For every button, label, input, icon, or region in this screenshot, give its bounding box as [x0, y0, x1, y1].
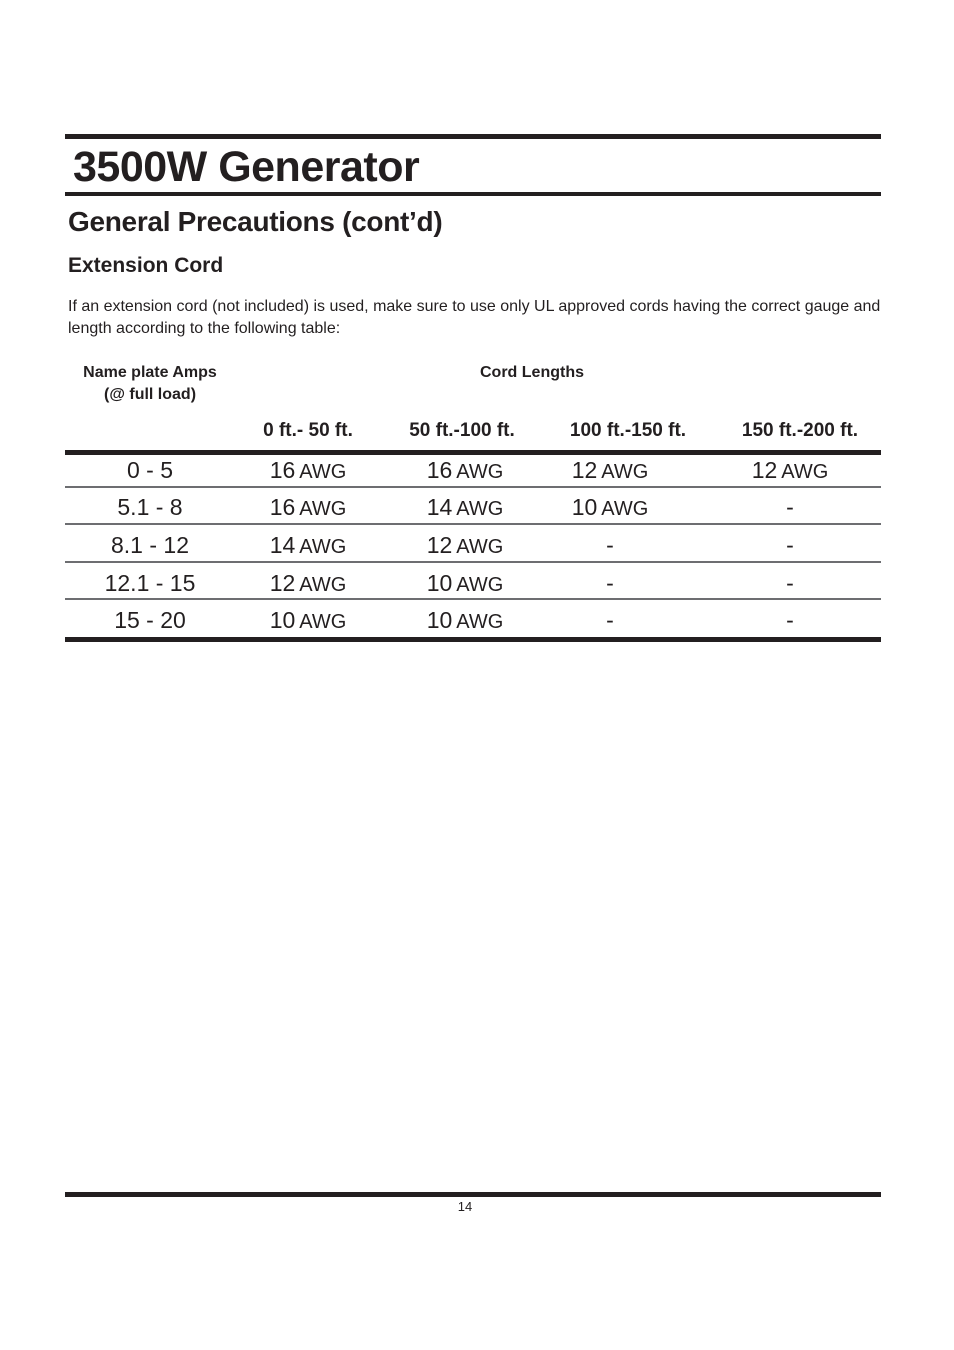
gauge-value: -	[786, 570, 794, 596]
section-title: General Precautions (cont’d)	[68, 206, 443, 237]
gauge-value: 16	[426, 457, 453, 483]
gauge-value: -	[786, 494, 794, 520]
amps-cell: 5.1 - 8	[117, 494, 183, 520]
gauge-cell	[530, 569, 690, 597]
gauge-cell	[390, 531, 540, 561]
gauge-cell	[390, 569, 540, 599]
title-rule	[65, 192, 881, 196]
gauge-unit: AWG	[456, 536, 504, 558]
gauge-cell	[700, 569, 880, 597]
gauge-cell	[238, 531, 378, 561]
column-header-150-200: 150 ft.-200 ft.	[741, 420, 859, 441]
gauge-cell	[390, 493, 540, 523]
row-divider	[65, 561, 881, 563]
gauge-unit: AWG	[299, 536, 347, 558]
gauge-unit: AWG	[601, 498, 649, 520]
gauge-value: 10	[269, 607, 296, 633]
gauge-value: 10	[426, 607, 453, 633]
gauge-cell	[530, 531, 690, 559]
column-header-100-150: 100 ft.-150 ft.	[569, 420, 687, 441]
amps-cell: 8.1 - 12	[111, 532, 189, 558]
gauge-value: 10	[571, 494, 598, 520]
gauge-cell	[700, 493, 880, 521]
table-top-rule	[65, 450, 881, 455]
gauge-value: -	[786, 532, 794, 558]
gauge-unit: AWG	[601, 461, 649, 483]
amps-cell: 15 - 20	[114, 607, 186, 633]
gauge-value: 12	[269, 570, 296, 596]
gauge-cell	[700, 531, 880, 559]
gauge-cell	[238, 606, 378, 636]
gauge-value: -	[606, 607, 614, 633]
gauge-cell	[390, 606, 540, 636]
amps-header-line2: (@ full load)	[103, 386, 197, 403]
amps-cell: 0 - 5	[126, 457, 174, 483]
document-title: 3500W Generator	[73, 143, 420, 191]
gauge-cell	[530, 493, 690, 523]
gauge-value: 16	[269, 457, 296, 483]
column-header-0-50: 0 ft.- 50 ft.	[263, 420, 353, 441]
amps-header-line1: Name plate Amps	[83, 364, 217, 381]
gauge-value: 10	[426, 570, 453, 596]
gauge-cell	[238, 456, 378, 486]
gauge-value: -	[606, 532, 614, 558]
amps-header	[65, 362, 235, 406]
gauge-unit: AWG	[299, 498, 347, 520]
gauge-unit: AWG	[299, 611, 347, 633]
gauge-value: 12	[571, 457, 598, 483]
row-divider	[65, 598, 881, 600]
gauge-value: 12	[751, 457, 778, 483]
gauge-value: -	[786, 607, 794, 633]
cord-lengths-header: Cord Lengths	[480, 364, 584, 381]
gauge-cell	[700, 606, 880, 634]
top-rule	[65, 134, 881, 139]
gauge-value: 14	[426, 494, 453, 520]
gauge-value: -	[606, 570, 614, 596]
gauge-cell	[238, 569, 378, 599]
column-header-50-100: 50 ft.-100 ft.	[409, 420, 515, 441]
gauge-unit: AWG	[456, 461, 504, 483]
gauge-cell	[390, 456, 540, 486]
gauge-unit: AWG	[456, 574, 504, 596]
page-number: 14	[457, 1199, 473, 1214]
intro-paragraph: If an extension cord (not included) is used, make sure to use only UL approved cords having the correct gauge and length according to the following table:	[68, 298, 881, 337]
gauge-unit: AWG	[299, 574, 347, 596]
gauge-unit: AWG	[456, 498, 504, 520]
gauge-cell	[530, 606, 690, 634]
gauge-cell	[700, 456, 880, 486]
subsection-title: Extension Cord	[68, 254, 224, 277]
gauge-unit: AWG	[456, 611, 504, 633]
gauge-cell	[530, 456, 690, 486]
gauge-value: 12	[426, 532, 453, 558]
row-divider	[65, 486, 881, 488]
table-bottom-rule	[65, 637, 881, 642]
gauge-unit: AWG	[781, 461, 829, 483]
gauge-unit: AWG	[299, 461, 347, 483]
footer-rule	[65, 1192, 881, 1197]
gauge-cell	[238, 493, 378, 523]
row-divider	[65, 523, 881, 525]
amps-cell: 12.1 - 15	[104, 570, 196, 596]
gauge-value: 14	[269, 532, 296, 558]
gauge-value: 16	[269, 494, 296, 520]
